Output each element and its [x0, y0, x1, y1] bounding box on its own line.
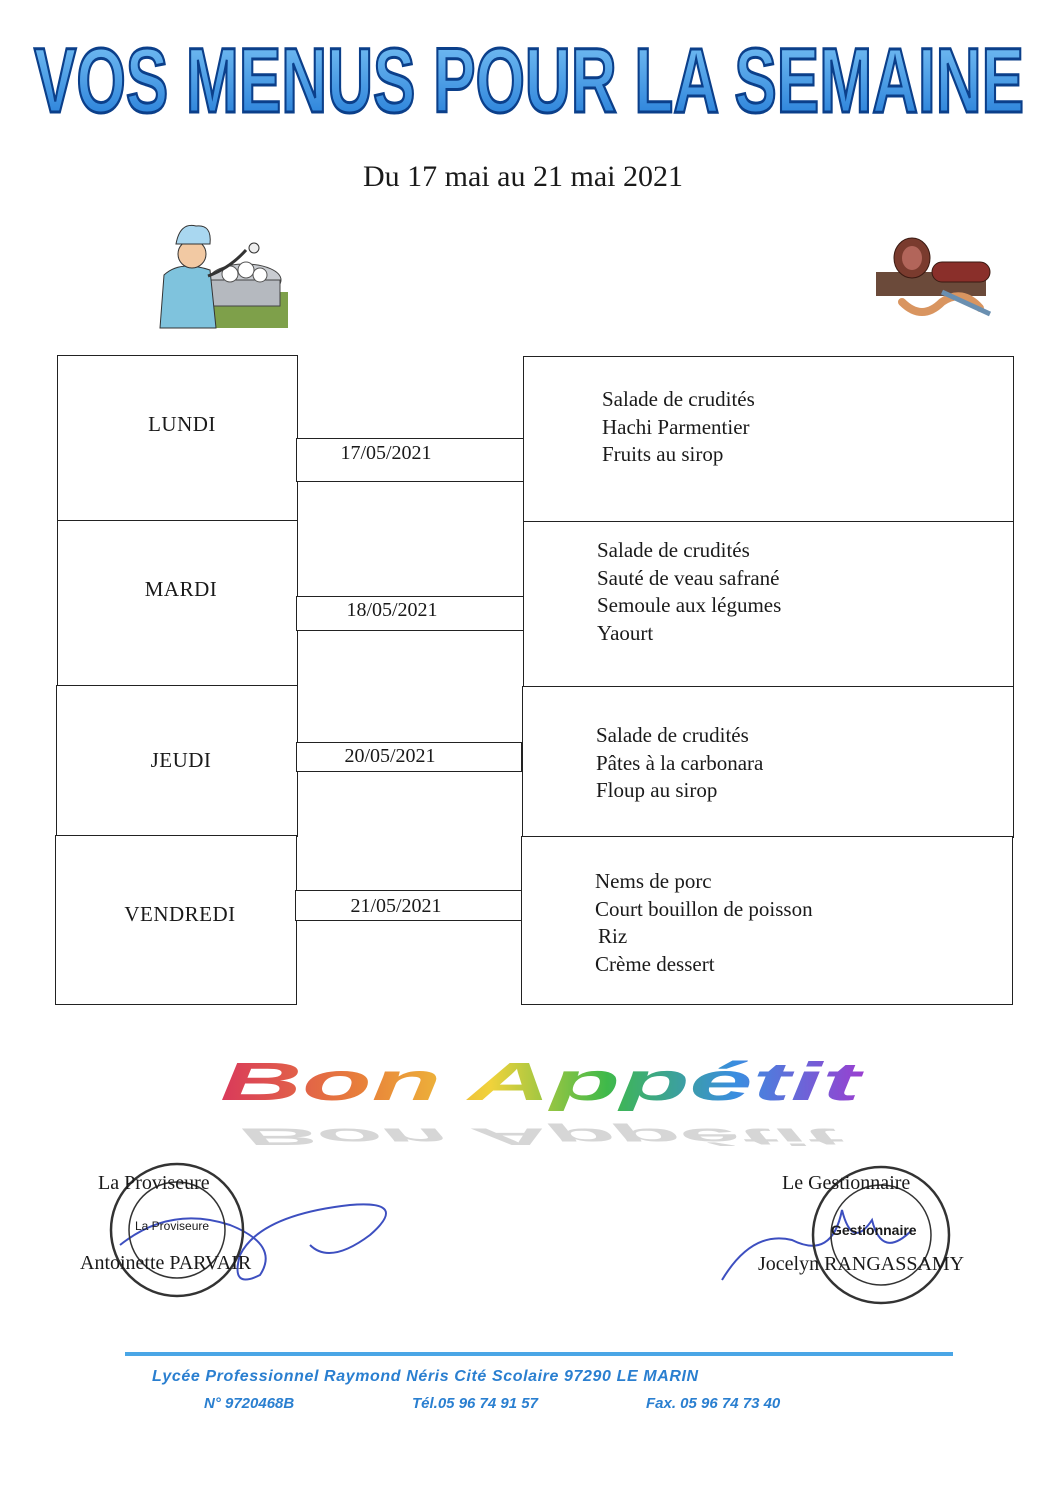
menu-item: Hachi Parmentier	[602, 414, 750, 439]
bon-appetit-reflection: Bon Appétit	[239, 1123, 846, 1151]
date-label: 18/05/2021	[346, 599, 438, 621]
menu-item: Riz	[598, 924, 628, 948]
menu-item: Yaourt	[597, 620, 654, 645]
signatory-role-left: La Proviseure	[98, 1172, 210, 1194]
menu-item: Sauté de veau safrané	[597, 565, 780, 590]
menu-item: Salade de crudités	[596, 723, 749, 747]
date-label: 21/05/2021	[350, 895, 442, 917]
page-title	[20, 20, 1038, 140]
bon-appetit-text: Bon Appétit	[220, 1052, 865, 1112]
menu-item: Court bouillon de poisson	[595, 896, 813, 921]
menu-list	[597, 537, 781, 647]
menu-item: Crème dessert	[595, 951, 715, 976]
signatory-role-right: Le Gestionnaire	[782, 1172, 911, 1194]
menu-item: Salade de crudités	[597, 538, 750, 562]
menu-box	[523, 356, 1014, 523]
menu-list	[595, 868, 813, 978]
footer-phone: Tél.05 96 74 91 57	[412, 1395, 538, 1412]
day-box	[57, 355, 298, 522]
footer-school-address: Lycée Professionnel Raymond Néris Cité Scolaire 97290 LE MARIN	[152, 1368, 699, 1385]
stamp-left-center-text: La Proviseure	[135, 1219, 210, 1233]
footer-fax: Fax. 05 96 74 73 40	[646, 1395, 781, 1412]
stamp-right-center-text: Gestionnaire	[831, 1222, 917, 1238]
menu-item: Semoule aux légumes	[597, 593, 782, 617]
week-range: Du 17 mai au 21 mai 2021	[363, 160, 683, 193]
day-label: JEUDI	[150, 748, 212, 772]
day-label: VENDREDI	[124, 902, 236, 926]
charcuterie-illustration	[872, 232, 1002, 328]
menu-list	[602, 386, 755, 469]
date-label: 20/05/2021	[344, 745, 436, 767]
footer-uai: N° 9720468B	[204, 1395, 295, 1412]
footer-divider	[125, 1352, 953, 1356]
menu-item: Nems de porc	[595, 869, 712, 893]
chef-illustration	[150, 220, 290, 330]
bon-appetit-banner	[210, 1048, 870, 1151]
page-title-text: VOS MENUS POUR LA SEMAINE	[34, 30, 1024, 132]
menu-list	[596, 722, 763, 805]
signatory-name-left: Antoinette PARVAIR	[80, 1252, 252, 1274]
menu-item: Floup au sirop	[596, 778, 718, 802]
date-label: 17/05/2021	[340, 442, 432, 464]
day-box	[57, 520, 298, 687]
menu-item: Pâtes à la carbonara	[596, 750, 764, 775]
day-label: MARDI	[144, 577, 218, 601]
menu-item: Salade de crudités	[602, 387, 755, 411]
menu-item: Fruits au sirop	[602, 442, 724, 466]
signatory-name-right: Jocelyn RANGASSAMY	[758, 1253, 965, 1275]
day-label: LUNDI	[148, 412, 216, 436]
